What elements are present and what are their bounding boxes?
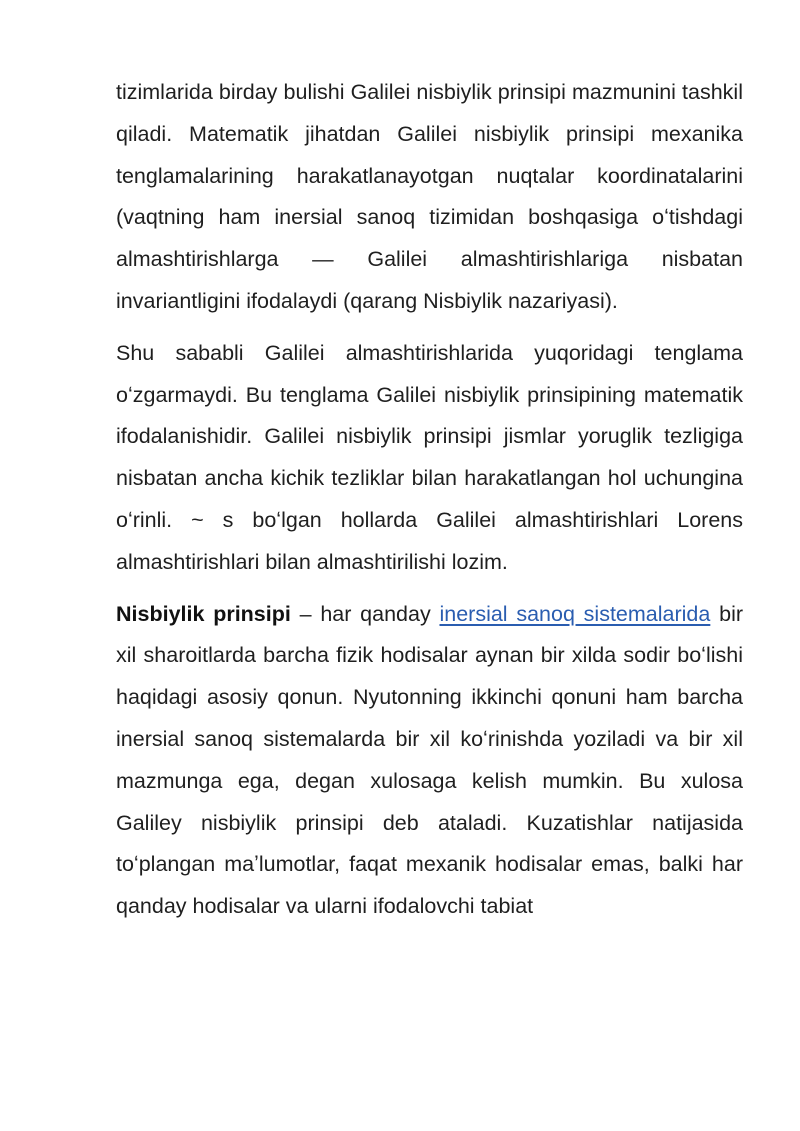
definition-dash-text: – har qanday — [290, 601, 440, 626]
relativity-principle-term: Nisbiylik prinsipi — [116, 601, 291, 626]
definition-body-text: bir xil sharoitlarda barcha fizik hodisalar aynan bir xilda sodir boʻlishi haqidagi asosiy qonun. Nyutonning ikkinchi qonuni ham barcha inersial sanoq sistemalarda bir xil koʻrinishda yoziladi va bir xil mazmunga ega, degan xulosaga kelish mumkin. Bu xulosa Galiley nisbiylik prinsipi deb ataladi. Kuzatishlar natijasida toʻplangan maʼlumotlar, faqat mexanik hodisalar emas, balki har qanday hodisalar va ularni ifodalovchi tabiat — [116, 601, 743, 919]
paragraph-galilei-transformations: Shu sababli Galilei almashtirishlarida yuqoridagi tenglama oʻzgarmaydi. Bu tenglama Galilei nisbiylik prinsipining matematik ifodalanishidir. Galilei nisbiylik prinsipi jismlar yoruglik tezligiga nisbatan ancha kichik tezliklar bilan harakatlangan hol uchungina oʻrinli. ~ s boʻlgan hollarda Galilei almashtirishlari Lorens almashtirishlari bilan almashtirilishi lozim. — [116, 340, 743, 574]
paragraph-galilei-invariance: tizimlarida birday bulishi Galilei nisbiylik prinsipi mazmunini tashkil qiladi. Matematik jihatdan Galilei nisbiylik prinsipi mexanika tenglamalarining harakatlanayotgan nuqtalar koordinatalarini (vaqtning ham inersial sanoq tizimidan boshqasiga oʻtishdagi almashtirishlarga — Galilei almashtirishlariga nisbatan invariantligini ifodalaydi (qarang Nisbiylik nazariyasi). — [116, 80, 743, 313]
paragraph-relativity-principle — [116, 594, 743, 928]
inertial-frames-link[interactable]: inersial sanoq sistemalarida — [439, 601, 711, 626]
